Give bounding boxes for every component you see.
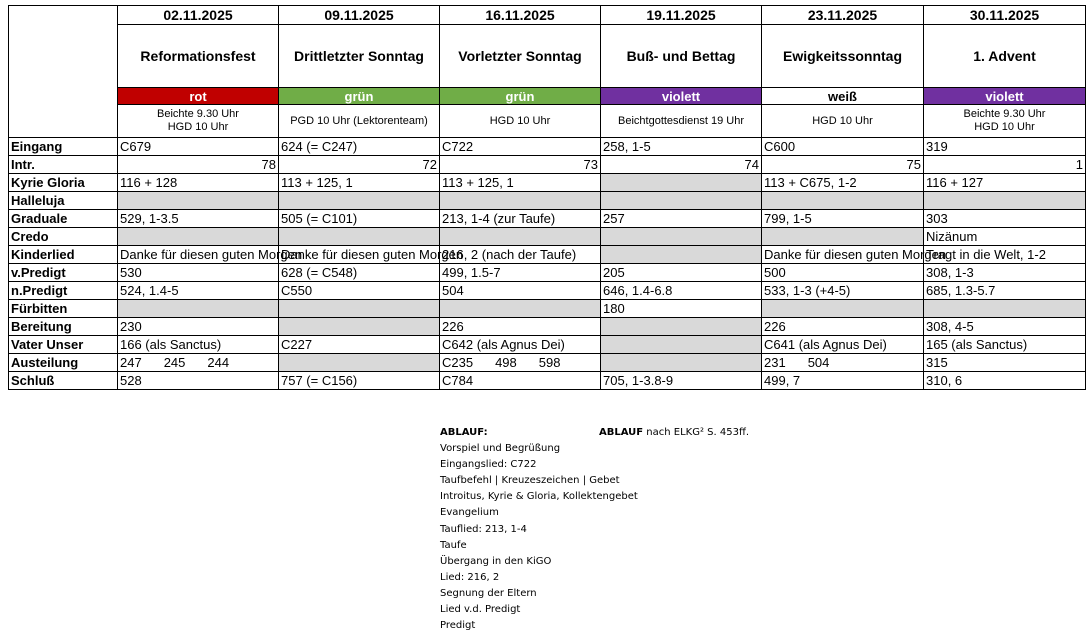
table-cell bbox=[762, 192, 924, 210]
service-line: Beichte 9.30 Uhr bbox=[157, 108, 239, 120]
table-cell: 230 bbox=[118, 318, 279, 336]
hymn-number: 504 bbox=[807, 355, 830, 370]
table-cell bbox=[279, 192, 440, 210]
table-row bbox=[9, 246, 1086, 264]
service-time-cell bbox=[601, 105, 762, 138]
table-cell: 257 bbox=[601, 210, 762, 228]
liturgical-color-cell: weiß bbox=[762, 88, 924, 105]
table-cell: 216, 2 (nach der Taufe) bbox=[440, 246, 601, 264]
table-cell bbox=[601, 336, 762, 354]
date-cell: 02.11.2025 bbox=[118, 6, 279, 25]
table-cell: 113 + 125, 1 bbox=[279, 174, 440, 192]
corner-cell bbox=[9, 6, 118, 138]
table-cell: 685, 1.3-5.7 bbox=[924, 282, 1086, 300]
table-cell: Danke für diesen guten Morgen bbox=[279, 246, 440, 264]
table-cell bbox=[601, 246, 762, 264]
table-cell bbox=[440, 228, 601, 246]
table-cell bbox=[279, 228, 440, 246]
service-line: HGD 10 Uhr bbox=[974, 121, 1035, 133]
table-cell: 308, 4-5 bbox=[924, 318, 1086, 336]
table-cell bbox=[762, 228, 924, 246]
liturgical-color-cell: violett bbox=[924, 88, 1086, 105]
date-cell: 09.11.2025 bbox=[279, 6, 440, 25]
table-cell: 624 (= C247) bbox=[279, 138, 440, 156]
table-cell: Danke für diesen guten Morgen bbox=[118, 246, 279, 264]
table-cell: 166 (als Sanctus) bbox=[118, 336, 279, 354]
service-time-cell bbox=[924, 105, 1086, 138]
table-cell bbox=[118, 354, 279, 372]
table-cell: C641 (als Agnus Dei) bbox=[762, 336, 924, 354]
table-cell bbox=[279, 354, 440, 372]
table-cell bbox=[279, 318, 440, 336]
table-cell: 505 (= C101) bbox=[279, 210, 440, 228]
table-cell: 308, 1-3 bbox=[924, 264, 1086, 282]
row-label: Intr. bbox=[9, 156, 118, 174]
sunday-name-cell: Reformationsfest bbox=[118, 25, 279, 88]
table-cell bbox=[601, 228, 762, 246]
date-cell: 30.11.2025 bbox=[924, 6, 1086, 25]
table-cell: 116 + 128 bbox=[118, 174, 279, 192]
table-cell bbox=[924, 192, 1086, 210]
table-cell bbox=[601, 174, 762, 192]
row-label: Halleluja bbox=[9, 192, 118, 210]
table-cell: 73 bbox=[440, 156, 601, 174]
table-row bbox=[9, 336, 1086, 354]
service-line: PGD 10 Uhr (Lektorenteam) bbox=[290, 114, 428, 127]
table-cell bbox=[279, 300, 440, 318]
hymn-number: 245 bbox=[163, 355, 186, 370]
table-cell: 499, 1.5-7 bbox=[440, 264, 601, 282]
table-cell: C679 bbox=[118, 138, 279, 156]
ablauf-line: Introitus, Kyrie & Gloria, Kollektengebet bbox=[440, 491, 638, 503]
table-row bbox=[9, 228, 1086, 246]
table-cell: 528 bbox=[118, 372, 279, 390]
liturgical-color-cell: violett bbox=[601, 88, 762, 105]
table-cell: 113 + 125, 1 bbox=[440, 174, 601, 192]
ablauf-list bbox=[440, 425, 645, 634]
table-cell: C600 bbox=[762, 138, 924, 156]
hymn-number: 244 bbox=[207, 355, 230, 370]
ablauf-line: Taufbefehl | Kreuzeszeichen | Gebet bbox=[440, 475, 620, 487]
table-cell: 180 bbox=[601, 300, 762, 318]
table-cell: C550 bbox=[279, 282, 440, 300]
table-row bbox=[9, 192, 1086, 210]
table-row bbox=[9, 282, 1086, 300]
table-cell bbox=[118, 192, 279, 210]
row-label: Vater Unser bbox=[9, 336, 118, 354]
table-cell: 116 + 127 bbox=[924, 174, 1086, 192]
table-cell bbox=[440, 192, 601, 210]
table-cell: 705, 1-3.8-9 bbox=[601, 372, 762, 390]
row-label: v.Predigt bbox=[9, 264, 118, 282]
service-time-cell bbox=[440, 105, 601, 138]
row-label: Austeilung bbox=[9, 354, 118, 372]
table-cell: 226 bbox=[440, 318, 601, 336]
row-label: Kinderlied bbox=[9, 246, 118, 264]
table-cell: 524, 1.4-5 bbox=[118, 282, 279, 300]
table-cell: 628 (= C548) bbox=[279, 264, 440, 282]
date-cell: 19.11.2025 bbox=[601, 6, 762, 25]
ablauf-heading: ABLAUF: bbox=[440, 427, 488, 438]
liturgical-color-cell: rot bbox=[118, 88, 279, 105]
sunday-name-cell: 1. Advent bbox=[924, 25, 1086, 88]
table-row bbox=[9, 372, 1086, 390]
service-time-cell bbox=[118, 105, 279, 138]
ablauf-reference bbox=[599, 425, 749, 441]
sunday-name-cell: Vorletzter Sonntag bbox=[440, 25, 601, 88]
table-cell: 72 bbox=[279, 156, 440, 174]
table-cell: 319 bbox=[924, 138, 1086, 156]
table-cell: 757 (= C156) bbox=[279, 372, 440, 390]
ablauf-line: Tauflied: 213, 1-4 bbox=[440, 523, 527, 535]
liturgical-color-cell: grün bbox=[440, 88, 601, 105]
table-row bbox=[9, 174, 1086, 192]
table-cell: 303 bbox=[924, 210, 1086, 228]
table-cell bbox=[762, 354, 924, 372]
table-row bbox=[9, 300, 1086, 318]
table-cell: 75 bbox=[762, 156, 924, 174]
table-cell bbox=[601, 318, 762, 336]
table-cell: 74 bbox=[601, 156, 762, 174]
table-cell bbox=[601, 354, 762, 372]
hymn-number: C235 bbox=[442, 355, 474, 370]
service-line: Beichtgottesdienst 19 Uhr bbox=[618, 114, 744, 127]
header-row-names bbox=[9, 25, 1086, 88]
ablauf-reference-bold: ABLAUF bbox=[599, 427, 644, 438]
table-cell bbox=[118, 300, 279, 318]
table-cell: 646, 1.4-6.8 bbox=[601, 282, 762, 300]
row-label: Schluß bbox=[9, 372, 118, 390]
table-row bbox=[9, 210, 1086, 228]
ablauf-line: Lied v.d. Predigt bbox=[440, 604, 521, 616]
table-cell: Danke für diesen guten Morgen bbox=[762, 246, 924, 264]
service-line: HGD 10 Uhr bbox=[167, 121, 229, 133]
hymn-number: 247 bbox=[120, 355, 142, 370]
table-cell: 799, 1-5 bbox=[762, 210, 924, 228]
table-cell: 533, 1-3 (+4-5) bbox=[762, 282, 924, 300]
table-cell: Tragt in die Welt, 1-2 bbox=[924, 246, 1086, 264]
row-label: Credo bbox=[9, 228, 118, 246]
row-label: Bereitung bbox=[9, 318, 118, 336]
hymn-number: 498 bbox=[495, 355, 517, 370]
table-row bbox=[9, 138, 1086, 156]
header-row-dates bbox=[9, 6, 1086, 25]
table-cell: 529, 1-3.5 bbox=[118, 210, 279, 228]
table-cell: 226 bbox=[762, 318, 924, 336]
service-time-cell bbox=[762, 105, 924, 138]
table-cell bbox=[762, 300, 924, 318]
table-cell: C722 bbox=[440, 138, 601, 156]
table-cell: C784 bbox=[440, 372, 601, 390]
table-cell: Nizänum bbox=[924, 228, 1086, 246]
table-cell: 499, 7 bbox=[762, 372, 924, 390]
sunday-name-cell: Drittletzter Sonntag bbox=[279, 25, 440, 88]
table-cell: 500 bbox=[762, 264, 924, 282]
table-cell bbox=[440, 354, 601, 372]
table-cell: 315 bbox=[924, 354, 1086, 372]
header-row-services bbox=[9, 105, 1086, 138]
table-cell: 310, 6 bbox=[924, 372, 1086, 390]
table-row bbox=[9, 318, 1086, 336]
hymn-number: 598 bbox=[538, 355, 561, 370]
ablauf-line: Evangelium bbox=[440, 507, 499, 519]
table-cell: C642 (als Agnus Dei) bbox=[440, 336, 601, 354]
header-row-colors bbox=[9, 88, 1086, 105]
service-line: HGD 10 Uhr bbox=[489, 114, 551, 127]
row-label: Graduale bbox=[9, 210, 118, 228]
ablauf-line: Übergang in den KiGO bbox=[440, 555, 552, 567]
service-time-cell bbox=[279, 105, 440, 138]
row-label: Fürbitten bbox=[9, 300, 118, 318]
hymn-number: 231 bbox=[764, 355, 786, 370]
table-cell bbox=[440, 300, 601, 318]
table-cell: 258, 1-5 bbox=[601, 138, 762, 156]
table-cell: 113 + C675, 1-2 bbox=[762, 174, 924, 192]
table-cell bbox=[601, 192, 762, 210]
ablauf-line: Vorspiel und Begrüßung bbox=[440, 443, 561, 455]
table-cell: 1 bbox=[924, 156, 1086, 174]
liturgical-color-cell: grün bbox=[279, 88, 440, 105]
table-cell: 504 bbox=[440, 282, 601, 300]
table-row bbox=[9, 264, 1086, 282]
service-line: HGD 10 Uhr bbox=[812, 114, 873, 127]
row-label: n.Predigt bbox=[9, 282, 118, 300]
ablauf-line: Taufe bbox=[440, 539, 467, 551]
table-cell: 165 (als Sanctus) bbox=[924, 336, 1086, 354]
table-cell: 530 bbox=[118, 264, 279, 282]
date-cell: 23.11.2025 bbox=[762, 6, 924, 25]
table-cell bbox=[118, 228, 279, 246]
table-cell bbox=[924, 300, 1086, 318]
ablauf-line: Predigt bbox=[440, 620, 476, 632]
ablauf-line: Eingangslied: C722 bbox=[440, 459, 537, 471]
table-cell: C227 bbox=[279, 336, 440, 354]
ablauf-line: Segnung der Eltern bbox=[440, 587, 537, 599]
row-label: Kyrie Gloria bbox=[9, 174, 118, 192]
liturgy-plan-table bbox=[8, 5, 1086, 390]
sunday-name-cell: Buß- und Bettag bbox=[601, 25, 762, 88]
sunday-name-cell: Ewigkeitssonntag bbox=[762, 25, 924, 88]
table-cell: 78 bbox=[118, 156, 279, 174]
table-cell: 205 bbox=[601, 264, 762, 282]
table-cell: 213, 1-4 (zur Taufe) bbox=[440, 210, 601, 228]
service-line: Beichte 9.30 Uhr bbox=[963, 108, 1046, 120]
row-label: Eingang bbox=[9, 138, 118, 156]
table-row bbox=[9, 156, 1086, 174]
ablauf-line: Lied: 216, 2 bbox=[440, 571, 500, 583]
table-row bbox=[9, 354, 1086, 372]
date-cell: 16.11.2025 bbox=[440, 6, 601, 25]
ablauf-reference-text: nach ELKG² S. 453ff. bbox=[643, 427, 750, 438]
